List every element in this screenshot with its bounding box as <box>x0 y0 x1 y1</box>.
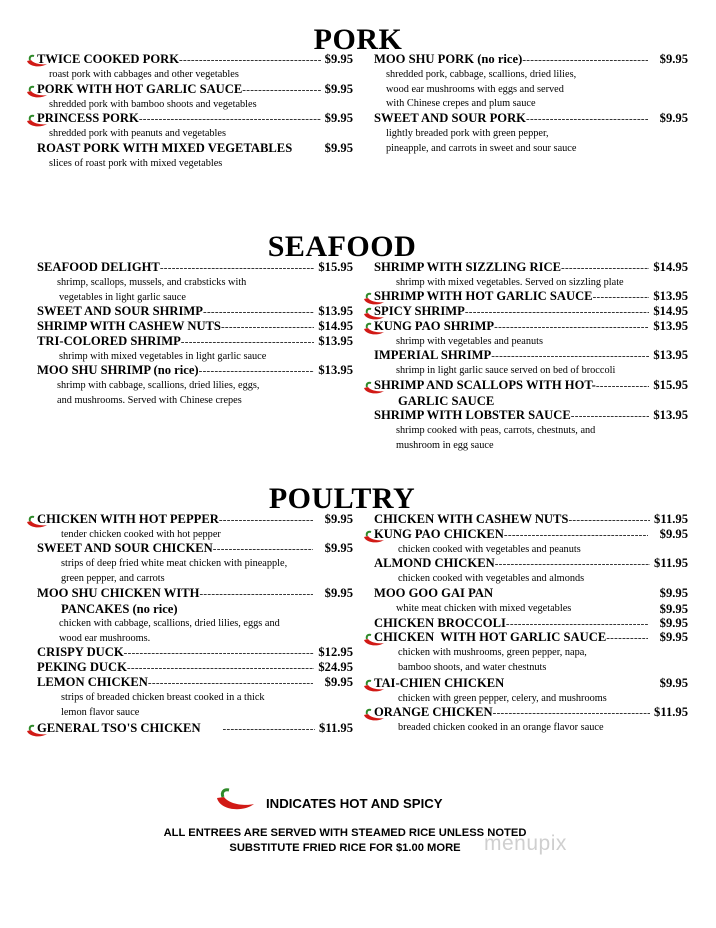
item-price: $9.95 <box>324 111 353 125</box>
item-name: CHICKEN WITH HOT GARLIC SAUCE <box>374 630 607 644</box>
item-price: $9.95 <box>659 630 688 644</box>
menu-item <box>37 675 353 720</box>
item-price: $13.95 <box>653 319 688 333</box>
menu-item <box>374 512 688 528</box>
menu-item <box>374 705 688 736</box>
item-description: pineapple, and carrots in sweet and sour sauce <box>386 142 577 154</box>
item-price: $9.95 <box>659 111 688 125</box>
hot-pepper-icon <box>362 707 386 723</box>
item-price: $9.95 <box>659 602 688 616</box>
item-price: $9.95 <box>324 82 353 96</box>
item-price: $24.95 <box>318 660 353 674</box>
item-name: KUNG PAO SHRIMP <box>374 319 495 333</box>
menu-item <box>374 586 688 617</box>
item-price: $14.95 <box>653 260 688 274</box>
item-description: white meat chicken with mixed vegetables <box>396 603 572 614</box>
item-description: shredded pork with peanuts and vegetables <box>49 128 226 139</box>
menu-item <box>374 630 688 675</box>
item-description: shrimp, scallops, mussels, and crabsticks with <box>57 277 247 288</box>
item-description: lemon flavor sauce <box>61 706 140 718</box>
item-description: strips of deep fried white meat chicken with pineapple, <box>61 558 288 569</box>
menu-item <box>37 304 353 320</box>
footer-line: ALL ENTREES ARE SERVED WITH STEAMED RICE UNLESS NOTED <box>163 827 527 839</box>
footer-line: SUBSTITUTE FRIED RICE FOR $1.00 MORE <box>229 842 461 854</box>
hot-pepper-icon <box>25 723 49 739</box>
item-name: SHRIMP WITH SIZZLING RICE <box>374 260 561 274</box>
item-price: $15.95 <box>318 260 353 274</box>
menu-item <box>374 260 688 291</box>
item-price: $11.95 <box>654 556 688 570</box>
item-description: chicken with green pepper, celery, and mushrooms <box>398 693 607 704</box>
hot-pepper-icon <box>25 514 49 530</box>
item-name: MOO GOO GAI PAN <box>374 586 494 600</box>
item-description: chicken cooked with vegetables and peanuts <box>398 544 581 555</box>
item-description: wood ear mushrooms. <box>59 632 151 644</box>
item-name-continued: GARLIC SAUCE <box>398 394 495 408</box>
hot-pepper-icon <box>362 632 386 648</box>
item-name: SHRIMP WITH CASHEW NUTS <box>37 319 221 333</box>
menu-item <box>37 111 353 142</box>
item-description: shredded pork, cabbage, scallions, dried lilies, <box>386 69 577 80</box>
menu-item <box>37 319 353 335</box>
menu-item <box>37 645 353 661</box>
item-description: vegetables in light garlic sauce <box>59 291 186 303</box>
hot-pepper-icon <box>362 291 386 307</box>
item-price: $9.95 <box>659 616 688 630</box>
item-price: $13.95 <box>653 289 688 303</box>
item-price: $9.95 <box>324 141 353 155</box>
item-price: $9.95 <box>324 541 353 555</box>
menu-item <box>374 378 688 409</box>
item-price: $13.95 <box>318 363 353 377</box>
item-price: $9.95 <box>324 586 353 600</box>
item-name: SWEET AND SOUR SHRIMP <box>37 304 203 318</box>
item-name-continued: PANCAKES (no rice) <box>61 602 178 616</box>
menu-item <box>37 334 353 365</box>
item-description: bamboo shoots, and water chestnuts <box>398 661 547 673</box>
item-description: shrimp with vegetables and peanuts <box>396 336 543 347</box>
item-description: lightly breaded pork with green pepper, <box>386 128 549 139</box>
menu-item <box>37 141 353 172</box>
item-description: shrimp with mixed vegetables in light garlic sauce <box>59 351 267 362</box>
item-description: chicken with mushrooms, green pepper, napa, <box>398 647 587 658</box>
legend-text: INDICATES HOT AND SPICY <box>266 796 443 811</box>
item-name: TRI-COLORED SHRIMP <box>37 334 181 348</box>
section-title-seafood: SEAFOOD <box>267 230 417 263</box>
item-name: LEMON CHICKEN <box>37 675 148 689</box>
menu-item <box>37 721 353 737</box>
menu-item <box>374 304 688 320</box>
item-name: ROAST PORK WITH MIXED VEGETABLES <box>37 141 293 155</box>
item-name: SEAFOOD DELIGHT <box>37 260 160 274</box>
item-price: $9.95 <box>659 527 688 541</box>
item-name: PORK WITH HOT GARLIC SAUCE <box>37 82 243 96</box>
item-name: TWICE COOKED PORK <box>37 52 180 66</box>
item-description: with Chinese crepes and plum sauce <box>386 98 536 110</box>
menu-item <box>37 260 353 305</box>
item-description: and mushrooms. Served with Chinese crepes <box>57 394 242 406</box>
item-price: $9.95 <box>659 586 688 600</box>
item-description: shrimp cooked with peas, carrots, chestnuts, and <box>396 425 596 436</box>
item-description: slices of roast pork with mixed vegetables <box>49 158 223 169</box>
item-name: SHRIMP WITH LOBSTER SAUCE <box>374 408 571 422</box>
item-name: GENERAL TSO'S CHICKEN <box>37 721 201 735</box>
item-name: ORANGE CHICKEN <box>374 705 493 719</box>
item-name: CHICKEN WITH HOT PEPPER <box>37 512 219 526</box>
item-description: wood ear mushrooms with eggs and served <box>386 83 564 95</box>
item-name: MOO SHU CHICKEN WITH <box>37 586 200 600</box>
menu-item <box>37 52 353 83</box>
item-name: KUNG PAO CHICKEN <box>374 527 504 541</box>
hot-pepper-icon <box>362 306 386 322</box>
item-description: green pepper, and carrots <box>61 572 165 584</box>
hot-pepper-icon <box>362 321 386 337</box>
hot-pepper-icon <box>25 53 49 69</box>
item-name: SHRIMP AND SCALLOPS WITH HOT- <box>374 378 596 392</box>
item-price: $14.95 <box>653 304 688 318</box>
menu-item <box>374 111 688 156</box>
item-price: $12.95 <box>318 645 353 659</box>
menu-item <box>374 408 688 453</box>
item-price: $11.95 <box>319 721 353 735</box>
item-name: CHICKEN WITH CASHEW NUTS <box>374 512 569 526</box>
item-name: CRISPY DUCK <box>37 645 124 659</box>
item-price: $9.95 <box>659 676 688 690</box>
item-name: PEKING DUCK <box>37 660 127 674</box>
menu-item <box>37 512 353 543</box>
item-description: chicken cooked with vegetables and almonds <box>398 573 585 584</box>
menu-item <box>374 289 688 305</box>
item-name: SWEET AND SOUR PORK <box>374 111 526 125</box>
menu-item <box>37 541 353 586</box>
item-price: $11.95 <box>654 705 688 719</box>
menu-item <box>37 660 353 676</box>
item-price: $11.95 <box>654 512 688 526</box>
section-title-poultry: POULTRY <box>268 482 416 515</box>
item-price: $9.95 <box>324 675 353 689</box>
item-name: IMPERIAL SHRIMP <box>374 348 492 362</box>
item-description: shrimp with cabbage, scallions, dried lilies, eggs, <box>57 380 260 391</box>
watermark: menupix <box>484 832 567 855</box>
menu-item <box>374 676 688 707</box>
hot-pepper-icon <box>362 678 386 694</box>
item-price: $13.95 <box>653 348 688 362</box>
item-name: MOO SHU SHRIMP (no rice) <box>37 363 199 377</box>
menu-item <box>374 52 688 112</box>
item-price: $13.95 <box>318 334 353 348</box>
item-description: strips of breaded chicken breast cooked in a thick <box>61 692 265 703</box>
item-description: mushroom in egg sauce <box>396 439 494 451</box>
item-name: SPICY SHRIMP <box>374 304 465 318</box>
item-price: $15.95 <box>653 378 688 392</box>
item-description: breaded chicken cooked in an orange flavor sauce <box>398 722 604 733</box>
hot-pepper-icon <box>362 380 386 396</box>
menu-item <box>37 363 353 408</box>
item-name: TAI-CHIEN CHICKEN <box>374 676 505 690</box>
hot-pepper-icon <box>25 113 49 129</box>
item-price: $14.95 <box>318 319 353 333</box>
item-description: chicken with cabbage, scallions, dried lilies, eggs and <box>59 618 280 629</box>
item-price: $9.95 <box>324 512 353 526</box>
item-description: shredded pork with bamboo shoots and vegetables <box>49 99 257 110</box>
item-price: $9.95 <box>659 52 688 66</box>
item-description: shrimp in light garlic sauce served on bed of broccoli <box>396 365 616 376</box>
item-name: PRINCESS PORK <box>37 111 139 125</box>
item-description: tender chicken cooked with hot pepper <box>61 529 221 540</box>
menu-item <box>37 586 353 646</box>
hot-pepper-icon <box>25 84 49 100</box>
item-description: roast pork with cabbages and other vegetables <box>49 69 239 80</box>
item-name: SHRIMP WITH HOT GARLIC SAUCE <box>374 289 593 303</box>
menu-item <box>374 348 688 379</box>
item-name: SWEET AND SOUR CHICKEN <box>37 541 213 555</box>
item-price: $9.95 <box>324 52 353 66</box>
hot-pepper-icon <box>362 529 386 545</box>
item-name: CHICKEN BROCCOLI <box>374 616 506 630</box>
menu-item <box>374 556 688 587</box>
section-title-pork: PORK <box>313 23 403 56</box>
menu-item <box>374 319 688 350</box>
hot-pepper-icon <box>214 786 256 814</box>
item-price: $13.95 <box>318 304 353 318</box>
menu-item <box>374 527 688 558</box>
item-name: ALMOND CHICKEN <box>374 556 495 570</box>
item-description: shrimp with mixed vegetables. Served on sizzling plate <box>396 277 624 288</box>
item-price: $13.95 <box>653 408 688 422</box>
item-name: MOO SHU PORK (no rice) <box>374 52 523 66</box>
menu-item <box>37 82 353 113</box>
